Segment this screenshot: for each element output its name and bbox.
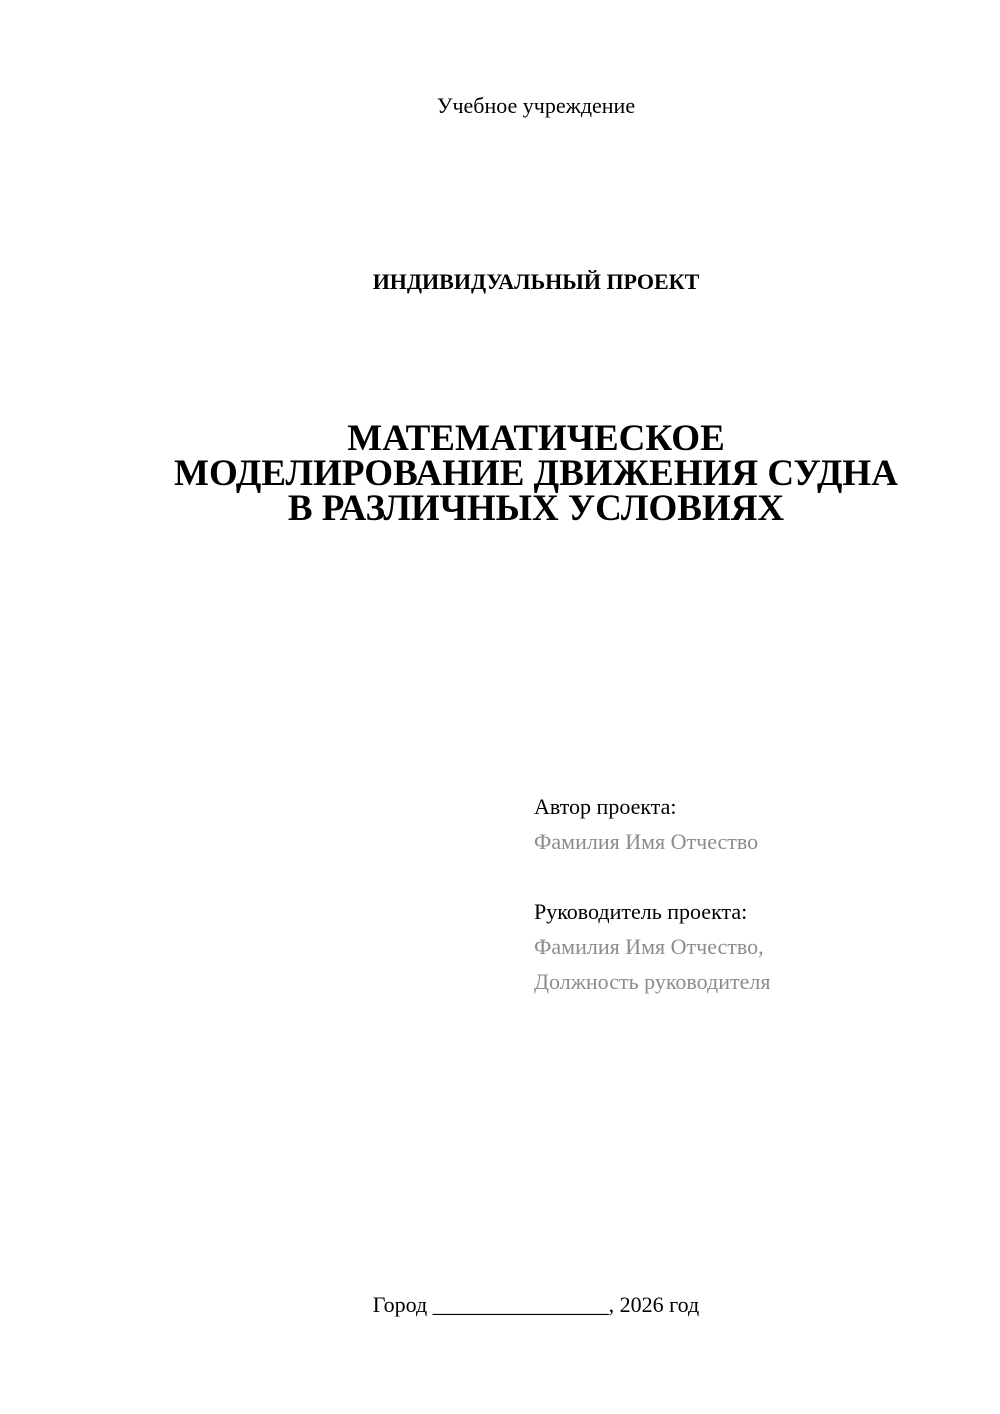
supervisor-label: Руководитель проекта: xyxy=(534,899,748,924)
project-title xyxy=(0,418,1000,529)
info-spacer xyxy=(534,859,974,894)
institution-name: Учебное учреждение xyxy=(436,93,636,118)
supervisor-position: Должность руководителя xyxy=(534,969,771,994)
title-line-1: МАТЕМАТИЧЕСКОЕ xyxy=(347,418,725,459)
title-line-2: МОДЕЛИРОВАНИЕ ДВИЖЕНИЯ СУДНА xyxy=(174,453,898,494)
project-info-block xyxy=(534,789,974,999)
author-name: Фамилия Имя Отчество xyxy=(534,829,759,854)
author-label: Автор проекта: xyxy=(534,794,677,819)
title-line-3: В РАЗЛИЧНЫХ УСЛОВИЯХ xyxy=(287,488,785,529)
supervisor-name: Фамилия Имя Отчество, xyxy=(534,934,764,959)
project-type-heading: ИНДИВИДУАЛЬНЫЙ ПРОЕКТ xyxy=(372,269,700,294)
city-year-line: Город ________________, 2026 год xyxy=(372,1292,700,1317)
